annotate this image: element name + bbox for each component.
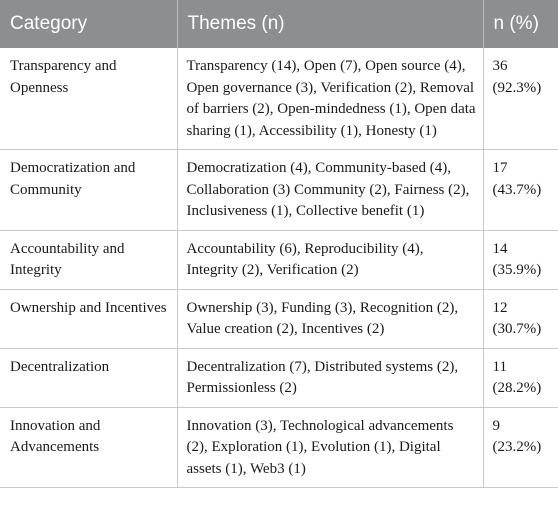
table-row [0, 150, 558, 231]
n-percent-cell: 11 (28.2%) [483, 348, 558, 407]
themes-cell: Transparency (14), Open (7), Open source (4), Open governance (3), Verification (2), Removal of barriers (2), Open-mindedness (1), Open data sharing (1), Accessibility (1), Honesty (1) [177, 48, 483, 150]
header-row [0, 0, 558, 48]
n-percent-cell: 17 (43.7%) [483, 150, 558, 231]
themes-cell: Decentralization (7), Distributed systems (2), Permissionless (2) [177, 348, 483, 407]
header-n-percent: n (%) [483, 0, 558, 48]
n-percent-cell: 36 (92.3%) [483, 48, 558, 150]
themes-cell: Innovation (3), Technological advancements (2), Exploration (1), Evolution (1), Digital assets (1), Web3 (1) [177, 407, 483, 488]
table-row [0, 289, 558, 348]
n-percent-cell: 12 (30.7%) [483, 289, 558, 348]
themes-cell: Accountability (6), Reproducibility (4), Integrity (2), Verification (2) [177, 230, 483, 289]
table-row [0, 348, 558, 407]
n-percent-cell: 14 (35.9%) [483, 230, 558, 289]
table-row [0, 230, 558, 289]
category-cell: Democratization and Community [0, 150, 177, 231]
table-row [0, 407, 558, 488]
table-header [0, 0, 558, 48]
themes-cell: Democratization (4), Community-based (4), Collaboration (3) Community (2), Fairness (2), Inclusiveness (1), Collective benefit (1) [177, 150, 483, 231]
header-category: Category [0, 0, 177, 48]
themes-cell: Ownership (3), Funding (3), Recognition (2), Value creation (2), Incentives (2) [177, 289, 483, 348]
table-body [0, 48, 558, 488]
table-row [0, 48, 558, 150]
category-cell: Ownership and Incentives [0, 289, 177, 348]
n-percent-cell: 9 (23.2%) [483, 407, 558, 488]
category-cell: Innovation and Advancements [0, 407, 177, 488]
category-cell: Decentralization [0, 348, 177, 407]
header-themes: Themes (n) [177, 0, 483, 48]
category-cell: Transparency and Openness [0, 48, 177, 150]
category-cell: Accountability and Integrity [0, 230, 177, 289]
